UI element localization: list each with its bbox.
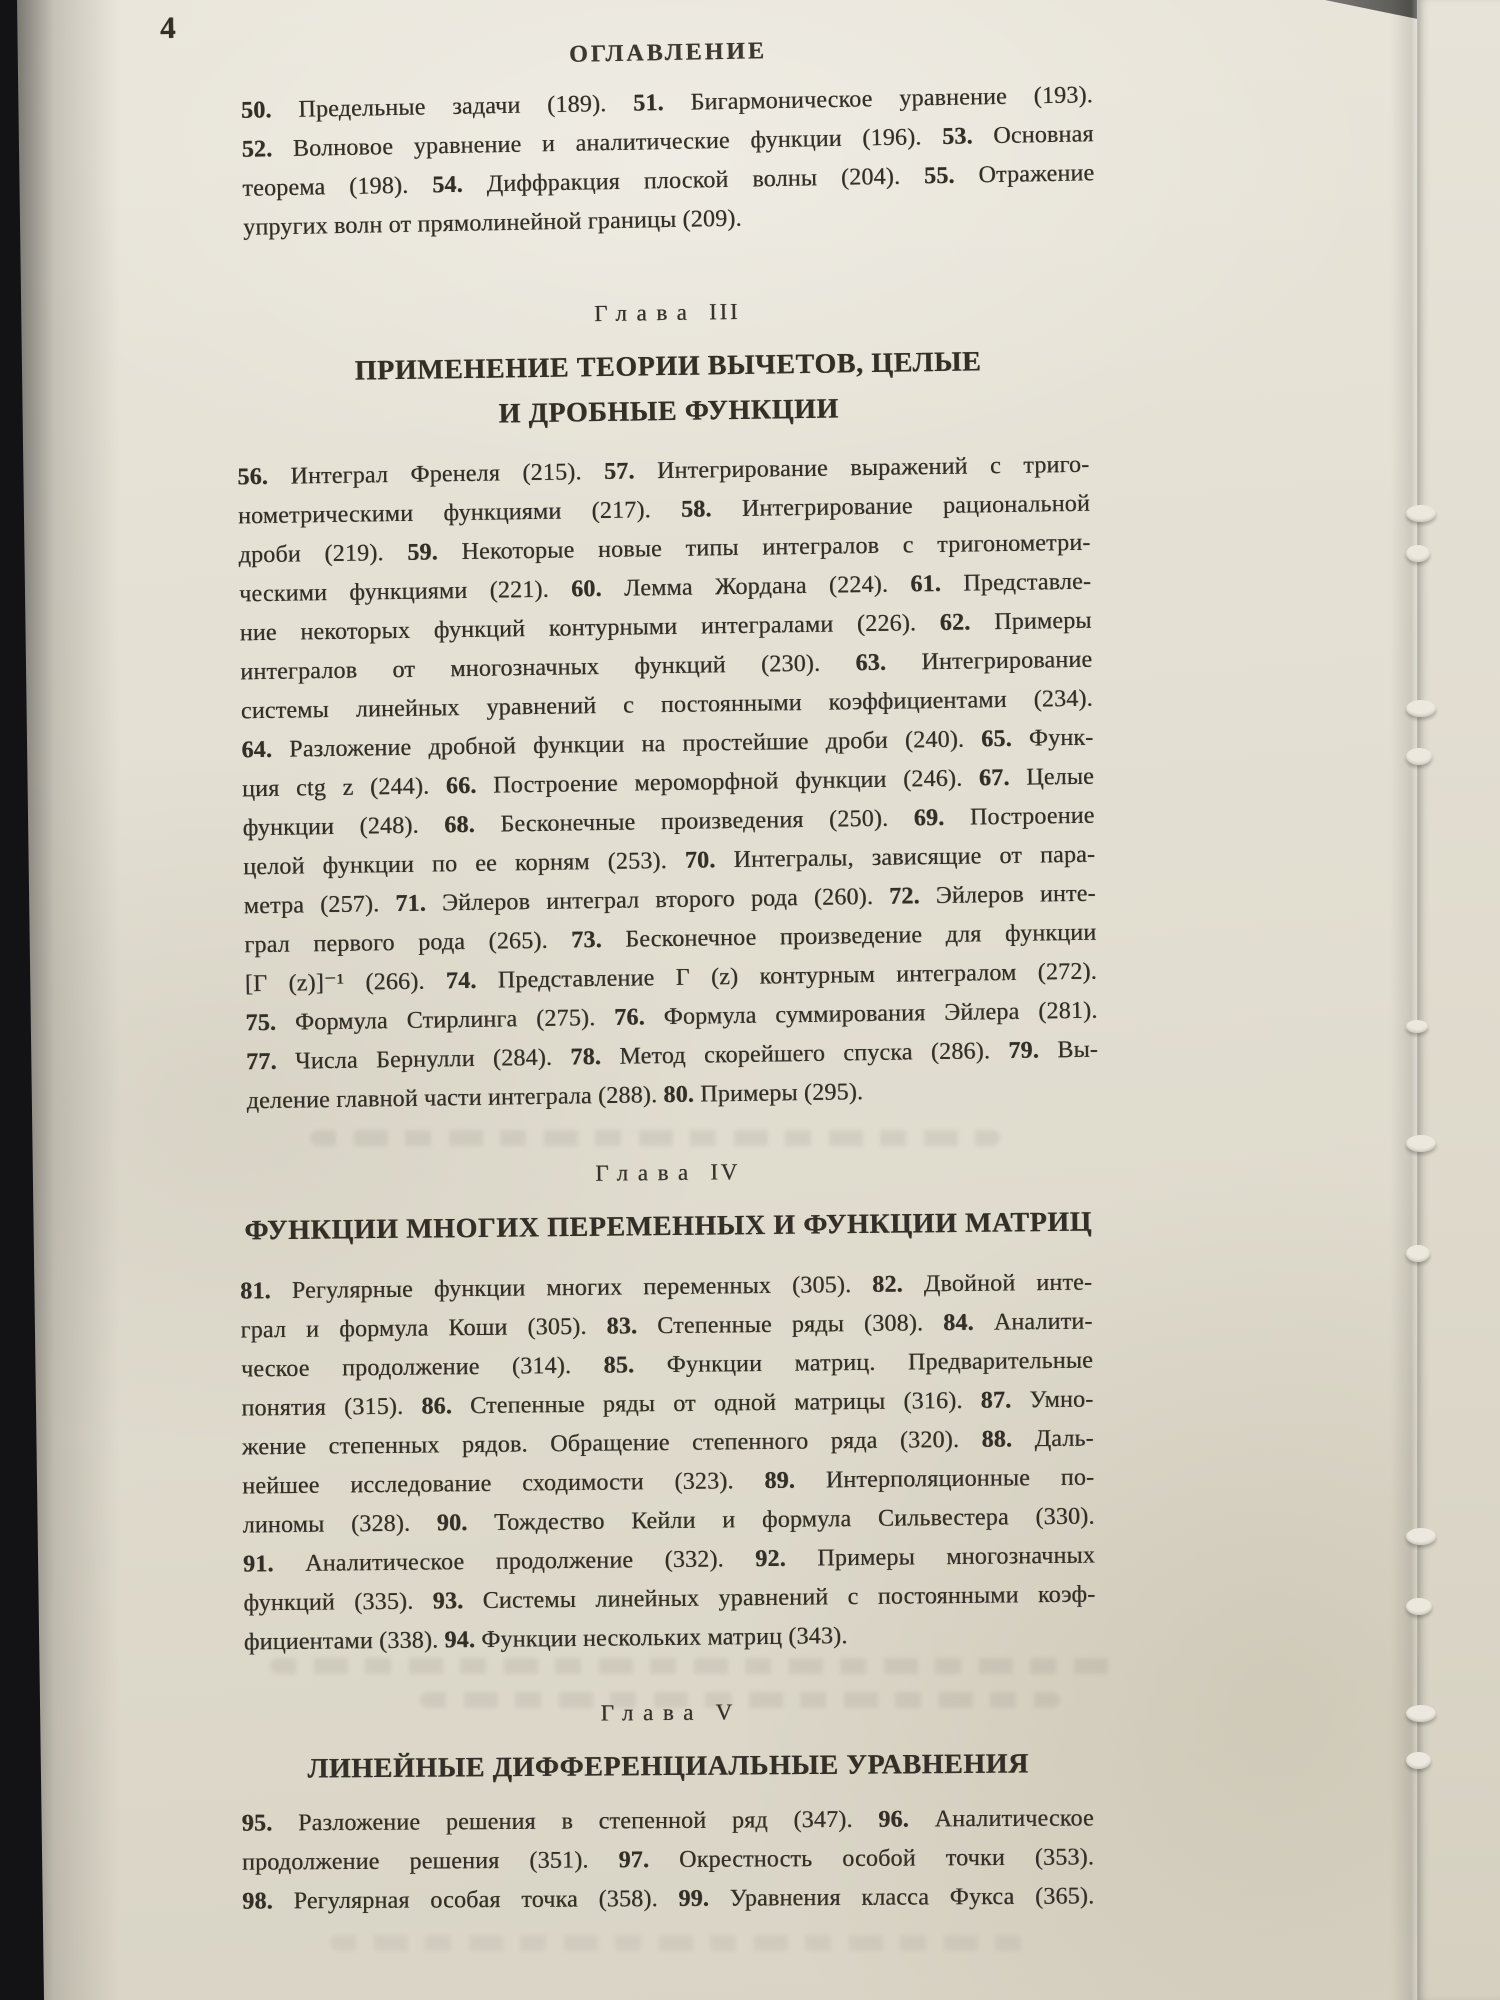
toc-line: 81. Регулярные функции многих переменных (305). 82. Двойной инте- — [240, 1269, 1093, 1305]
toc-line: 95. Разложение решения в степенной ряд (347). 96. Аналитическое — [241, 1805, 1094, 1837]
toc-line: грал и формула Коши (305). 83. Степенные ряды (308). 84. Аналити- — [240, 1308, 1093, 1344]
chapter-3-heading — [241, 292, 1095, 441]
toc-line: нейшее исследование сходимости (323). 89. Интерполяционные по- — [242, 1464, 1095, 1500]
binding-stitch-bump — [1406, 1528, 1436, 1545]
chapter-label — [242, 1695, 1094, 1731]
toc-line: системы линейных уравнений с постоянными коэффициентами (234). — [240, 685, 1093, 725]
toc-line: фициентами (338). 94. Функции нескольких матриц (343). — [243, 1623, 848, 1656]
binding-stitch-bump — [1406, 545, 1430, 562]
binding-stitch-bump — [1406, 1752, 1431, 1769]
toc-line: понятия (315). 86. Степенные ряды от одной матрицы (316). 87. Умно- — [241, 1386, 1094, 1422]
page-gutter-edge — [1417, 0, 1500, 2000]
page-fold-crease — [1390, 0, 1420, 2000]
ink-showthrough — [330, 1935, 1030, 1951]
binding-stitch-bump — [1406, 700, 1436, 717]
toc-line: дроби (219). 59. Некоторые новые типы интегралов с тригонометри- — [238, 529, 1091, 569]
chapter-label-word: Глава — [593, 299, 697, 327]
toc-line: деление главной части интеграла (288). 80. Примеры (295). — [246, 1079, 864, 1115]
chapter-label-numeral: IV — [710, 1159, 741, 1185]
toc-line: ческое продолжение (314). 85. Функции матриц. Предварительные — [240, 1347, 1094, 1383]
chapter-label-numeral: III — [708, 298, 741, 325]
binding-stitch-bump — [1406, 1245, 1430, 1262]
toc-line: продолжение решения (351). 97. Окрестность особой точки (353). — [241, 1844, 1095, 1876]
toc-line: 77. Числа Бернулли (284). 78. Метод скорейшего спуска (286). 79. Вы- — [245, 1036, 1099, 1076]
toc-paragraph-81-94 — [240, 1264, 1096, 1663]
toc-line: 56. Интеграл Френеля (215). 57. Интегрирование выражений с триго- — [237, 451, 1090, 491]
toc-line: функции (248). 68. Бесконечные произведения (250). 69. Построение — [242, 802, 1095, 842]
binding-stitch-bump — [1406, 748, 1432, 765]
toc-line: упругих волн от прямолинейной границы (209). — [242, 205, 742, 241]
binding-stitch-bump — [1406, 1705, 1436, 1722]
toc-line: линомы (328). 90. Тождество Кейли и формула Сильвестера (330). — [242, 1503, 1095, 1539]
chapter-title-line: ЛИНЕЙНЫЕ ДИФФЕРЕНЦИАЛЬНЫЕ УРАВНЕНИЯ — [307, 1748, 1030, 1785]
toc-line: метра (257). 71. Эйлеров интеграл второго рода (260). 72. Эйлеров инте- — [243, 880, 1096, 920]
toc-line: теорема (198). 54. Диффракция плоской волны (204). 55. Отражение — [242, 160, 1095, 202]
toc-line: 64. Разложение дробной функции на простейшие дроби (240). 65. Функ- — [241, 724, 1094, 764]
toc-line: ние некоторых функций контурными интегралами (226). 62. Примеры — [239, 607, 1092, 647]
chapter-title-line: ФУНКЦИИ МНОГИХ ПЕРЕМЕННЫХ И ФУНКЦИИ МАТРИЦ — [244, 1206, 1093, 1247]
chapter-label-word: Глава — [595, 1159, 698, 1186]
toc-line: 98. Регулярная особая точка (358). 99. Уравнения класса Фукса (365). — [242, 1883, 1095, 1915]
binding-stitch-bump — [1406, 1020, 1428, 1033]
chapter-5-heading — [242, 1695, 1095, 1792]
toc-line: [Γ (z)]⁻¹ (266). 74. Представление Γ (z) контурным интегралом (272). — [244, 958, 1098, 998]
ink-showthrough — [310, 1130, 1000, 1146]
chapter-4-heading — [242, 1154, 1095, 1254]
chapter-title-line: ПРИМЕНЕНИЕ ТЕОРИИ ВЫЧЕТОВ, ЦЕЛЫЕ — [354, 346, 982, 387]
toc-line: интегралов от многозначных функций (230). 63. Интегрирование — [240, 646, 1093, 686]
toc-paragraph-50-55 — [241, 76, 1096, 248]
toc-paragraph-95-99 — [242, 1799, 1095, 1921]
binding-stitch-bump — [1406, 505, 1436, 522]
toc-line: жение степенных рядов. Обращение степенного ряда (320). 88. Даль- — [241, 1425, 1094, 1461]
toc-header: ОГЛАВЛЕНИЕ — [568, 38, 768, 68]
toc-line: 75. Формула Стирлинга (275). 76. Формула суммирования Эйлера (281). — [245, 997, 1098, 1037]
toc-line: функций (335). 93. Системы линейных уравнений с постоянными коэф- — [243, 1581, 1096, 1617]
page-number: 4 — [159, 9, 176, 46]
toc-line: ческими функциями (221). 60. Лемма Жордана (224). 61. Представле- — [238, 568, 1092, 608]
toc-line: ция ctg z (244). 66. Построение мероморфной функции (246). 67. Целые — [241, 763, 1095, 803]
toc-line: грал первого рода (265). 73. Бесконечное произведение для функции — [244, 919, 1097, 959]
toc-line: 50. Предельные задачи (189). 51. Бигармоническое уравнение (193). — [240, 82, 1094, 124]
toc-line: нометрическими функциями (217). 58. Интегрирование рациональной — [237, 490, 1091, 530]
chapter-label-numeral: V — [715, 1699, 736, 1725]
binding-stitch-bump — [1406, 1135, 1436, 1152]
chapter-title-line: И ДРОБНЫЕ ФУНКЦИИ — [498, 393, 840, 430]
binding-stitch-bump — [1406, 1598, 1432, 1615]
toc-line: целой функции по ее корням (253). 70. Интегралы, зависящие от пара- — [243, 841, 1096, 881]
chapter-label-word: Глава — [600, 1699, 704, 1726]
toc-line: 91. Аналитическое продолжение (332). 92. Примеры многозначных — [242, 1542, 1096, 1578]
toc-paragraph-56-80 — [237, 446, 1099, 1122]
chapter-label — [241, 292, 1093, 335]
toc-line: 52. Волновое уравнение и аналитические функции (196). 53. Основная — [241, 121, 1094, 163]
chapter-label — [242, 1154, 1094, 1193]
